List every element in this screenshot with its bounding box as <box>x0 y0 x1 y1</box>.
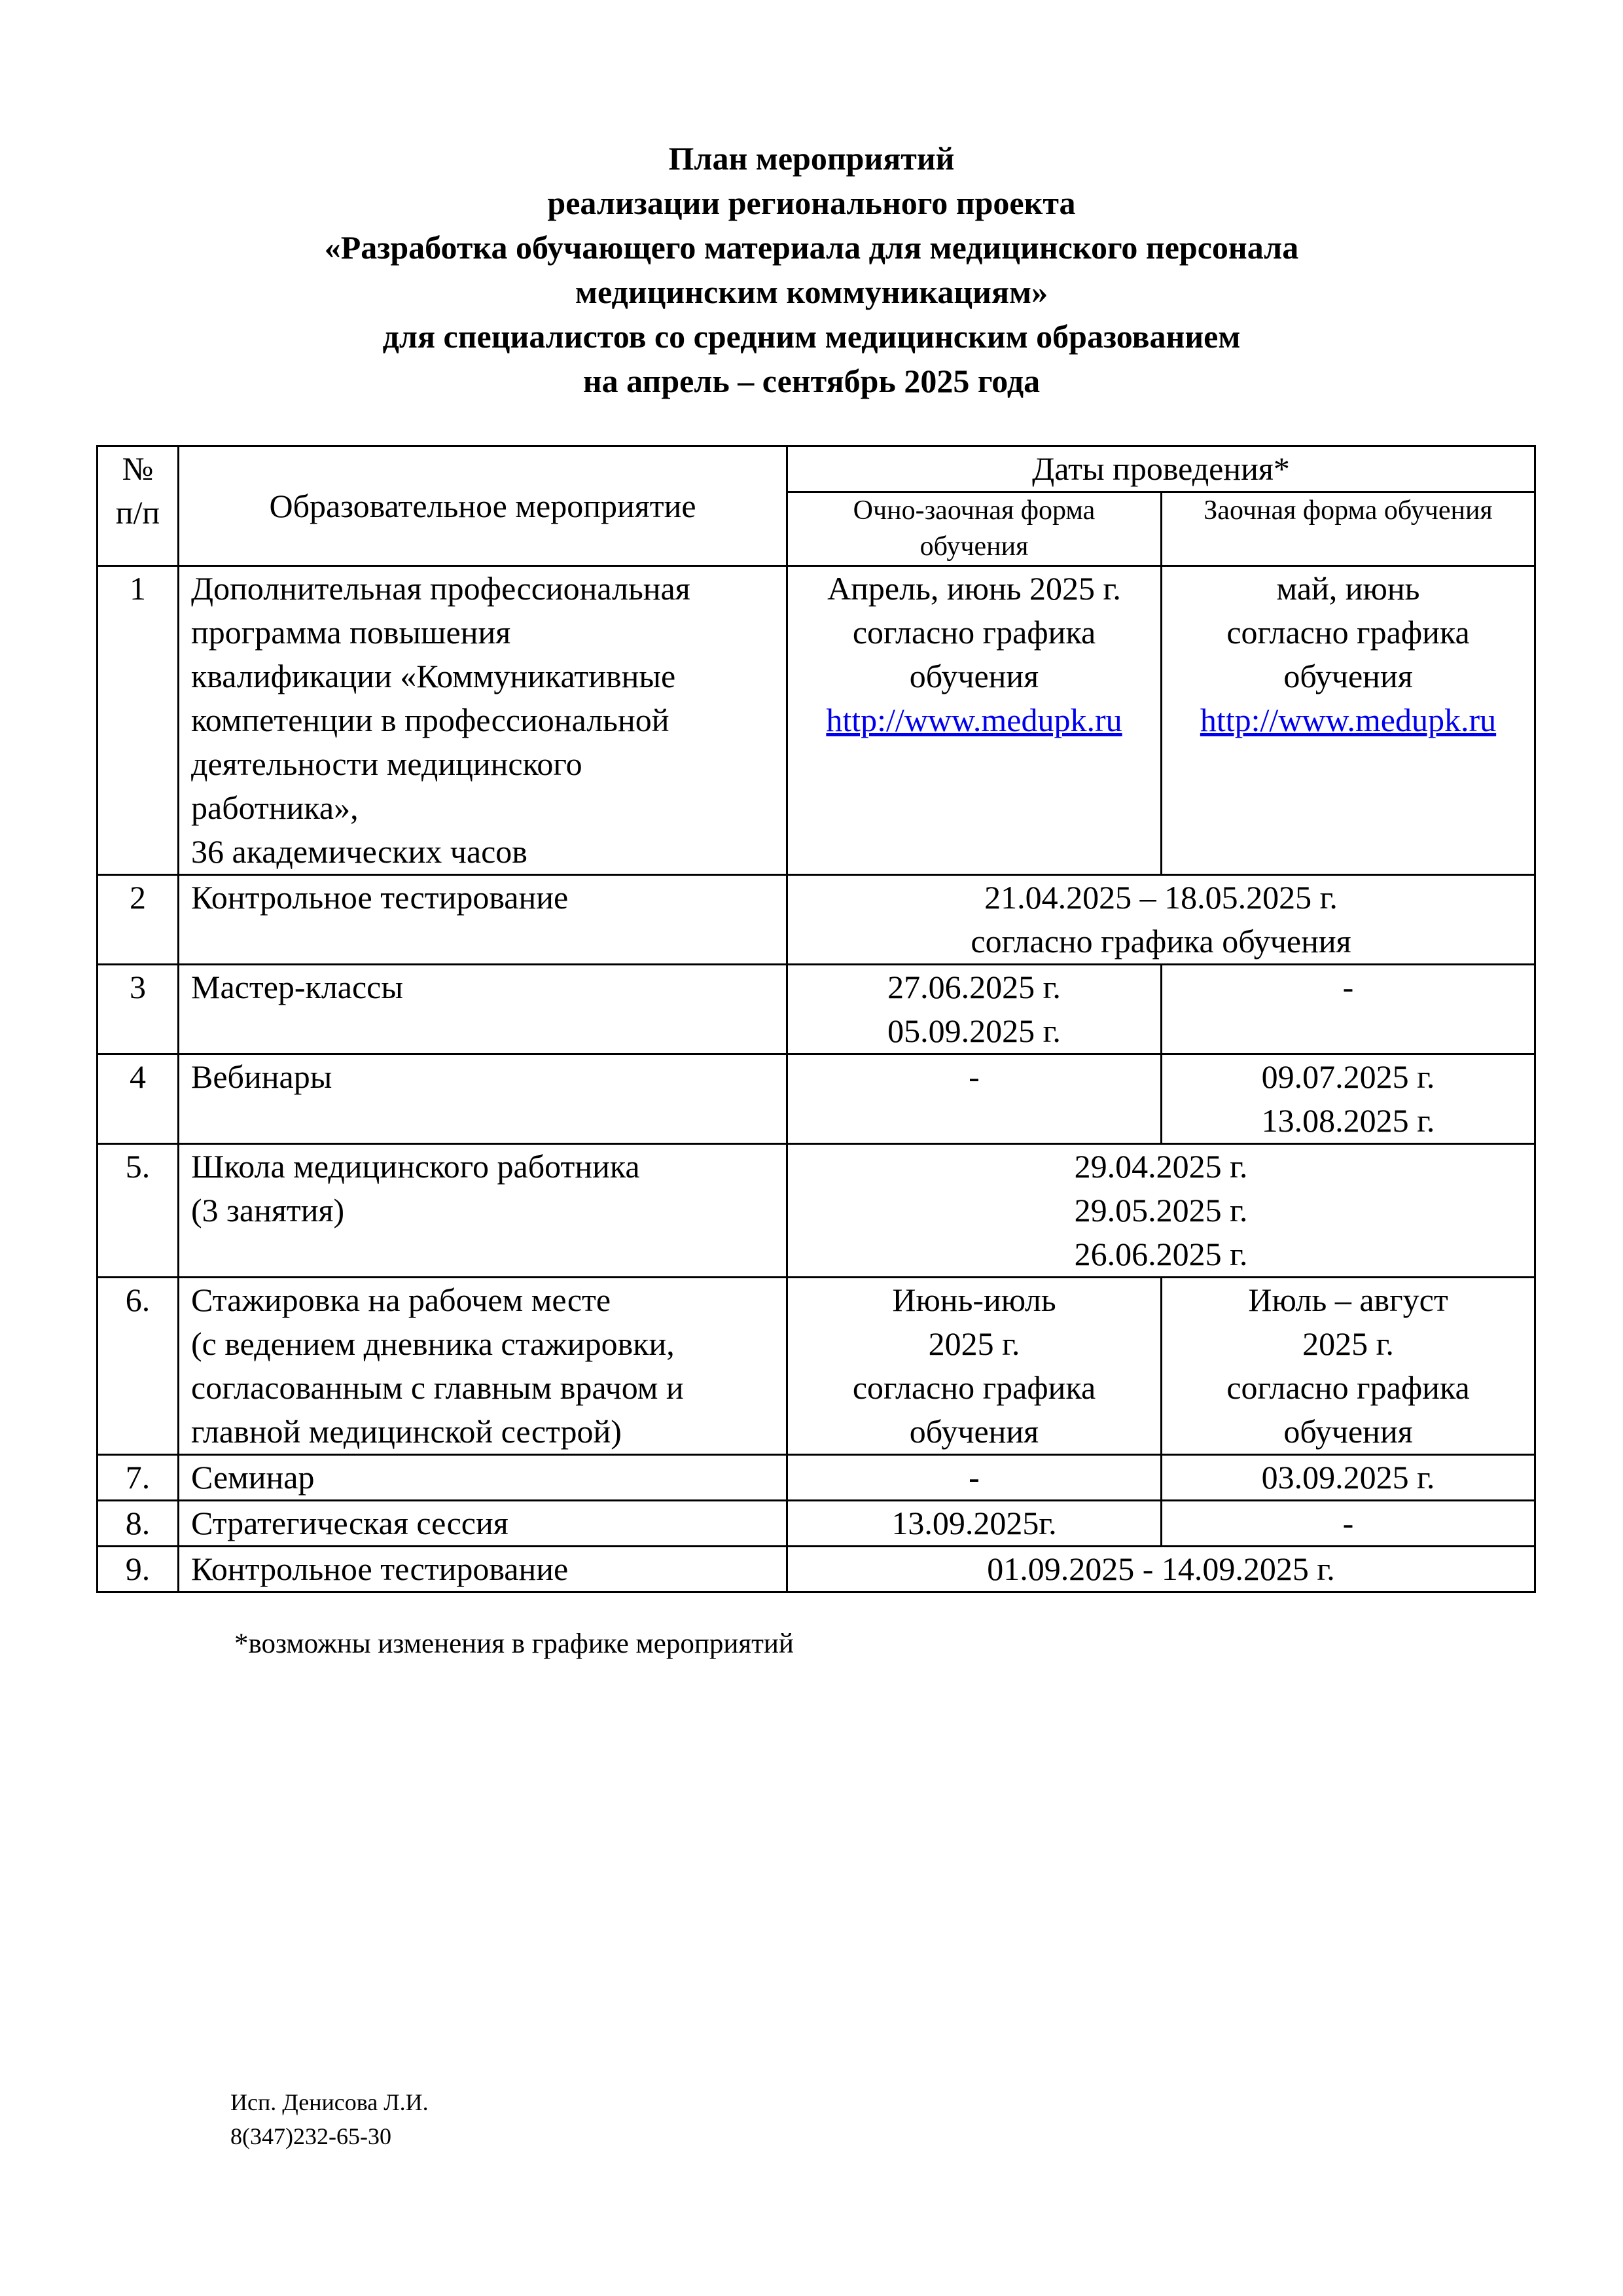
header-form-mixed <box>787 492 1162 566</box>
event-name-line: Контрольное тестирование <box>191 1551 569 1587</box>
event-name-line: Семинар <box>191 1459 315 1496</box>
dates-merged-line: 29.05.2025 г. <box>1074 1192 1248 1229</box>
dates-mixed-form <box>787 1278 1162 1455</box>
table-row <box>98 965 1535 1054</box>
event-name-line: главной медицинской сестрой) <box>191 1413 622 1450</box>
dates-distance-form-line: май, июнь <box>1276 570 1420 607</box>
dates-distance-form-line: обучения <box>1283 1413 1413 1450</box>
dates-distance-form-line: Июль – август <box>1248 1282 1448 1318</box>
website-link[interactable]: http://www.medupk.ru <box>1200 702 1497 738</box>
event-name-line: компетенции в профессиональной <box>191 702 669 738</box>
event-name-line: Контрольное тестирование <box>191 879 569 916</box>
dates-mixed-form-line: 13.09.2025г. <box>891 1505 1057 1541</box>
table-row <box>98 1547 1535 1592</box>
dates-merged <box>787 1144 1535 1278</box>
event-name-line: деятельности медицинского <box>191 745 582 782</box>
table-header-row <box>98 446 1535 492</box>
header-form-mixed-line: обучения <box>919 531 1029 562</box>
dates-merged-line: 01.09.2025 - 14.09.2025 г. <box>987 1551 1335 1587</box>
dates-mixed-form-link-line <box>792 698 1156 742</box>
header-dates: Даты проведения* <box>787 446 1535 492</box>
executor-info <box>230 2085 429 2153</box>
dates-merged-line: 21.04.2025 – 18.05.2025 г. <box>984 879 1338 916</box>
dates-mixed-form-line: Апрель, июнь 2025 г. <box>827 570 1121 607</box>
events-table <box>96 445 1536 1593</box>
table-row <box>98 1144 1535 1278</box>
table-row <box>98 1054 1535 1144</box>
dates-merged-line: согласно графика обучения <box>971 923 1351 960</box>
header-number-line: п/п <box>115 494 160 531</box>
event-name-line: (3 занятия) <box>191 1192 345 1229</box>
dates-distance-form-line: 09.07.2025 г. <box>1261 1058 1435 1095</box>
dates-distance-form-line: согласно графика <box>1226 1369 1470 1406</box>
dates-merged <box>787 1547 1535 1592</box>
dates-mixed-form <box>787 1455 1162 1501</box>
event-name <box>179 1501 787 1547</box>
header-number <box>98 446 179 566</box>
header-form-mixed-line: Очно-заочная форма <box>853 495 1096 526</box>
dates-mixed-form <box>787 566 1162 875</box>
table-row <box>98 875 1535 965</box>
title-line: «Разработка обучающего материала для медицинского персонала <box>324 229 1299 266</box>
dates-distance-form-link-line <box>1166 698 1530 742</box>
dates-distance-form <box>1162 965 1535 1054</box>
title-line: План мероприятий <box>668 140 955 177</box>
document-title <box>0 136 1623 403</box>
dates-distance-form <box>1162 1054 1535 1144</box>
row-number: 1 <box>98 566 179 875</box>
title-line: для специалистов со средним медицинским образованием <box>382 318 1241 355</box>
event-name-line: работника», <box>191 789 359 826</box>
dates-mixed-form-line: 2025 г. <box>928 1325 1020 1362</box>
event-name-line: 36 академических часов <box>191 833 527 870</box>
event-name-line: программа повышения <box>191 614 511 651</box>
dates-distance-form-line: 2025 г. <box>1302 1325 1394 1362</box>
dates-mixed-form-line: Июнь-июль <box>892 1282 1056 1318</box>
event-name <box>179 1455 787 1501</box>
event-name <box>179 1547 787 1592</box>
header-form-distance: Заочная форма обучения <box>1162 492 1535 566</box>
website-link[interactable]: http://www.medupk.ru <box>826 702 1122 738</box>
dates-distance-form-line: - <box>1342 969 1354 1005</box>
row-number: 9. <box>98 1547 179 1592</box>
dates-merged-line: 26.06.2025 г. <box>1074 1236 1248 1272</box>
event-name <box>179 965 787 1054</box>
dates-mixed-form-line: - <box>969 1058 980 1095</box>
title-line: реализации регионального проекта <box>547 185 1076 221</box>
dates-distance-form <box>1162 1455 1535 1501</box>
row-number: 5. <box>98 1144 179 1278</box>
row-number: 6. <box>98 1278 179 1455</box>
row-number: 3 <box>98 965 179 1054</box>
dates-mixed-form-line: согласно графика <box>852 614 1096 651</box>
event-name <box>179 1278 787 1455</box>
event-name <box>179 566 787 875</box>
dates-distance-form-line: - <box>1342 1505 1354 1541</box>
executor-name: Исп. Денисова Л.И. <box>230 2089 429 2115</box>
event-name-line: Вебинары <box>191 1058 332 1095</box>
dates-distance-form-line: 03.09.2025 г. <box>1261 1459 1435 1496</box>
table-row <box>98 1278 1535 1455</box>
row-number: 2 <box>98 875 179 965</box>
dates-mixed-form-line: 27.06.2025 г. <box>887 969 1061 1005</box>
event-name-line: Мастер-классы <box>191 969 403 1005</box>
title-line: на апрель – сентябрь 2025 года <box>582 363 1041 399</box>
dates-distance-form <box>1162 566 1535 875</box>
event-name-line: (с ведением дневника стажировки, <box>191 1325 675 1362</box>
event-name <box>179 1144 787 1278</box>
event-name-line: согласованным с главным врачом и <box>191 1369 684 1406</box>
dates-mixed-form-line: согласно графика <box>852 1369 1096 1406</box>
dates-mixed-form-line: обучения <box>909 658 1039 694</box>
table-row <box>98 566 1535 875</box>
event-name <box>179 1054 787 1144</box>
title-line: медицинским коммуникациям» <box>575 274 1048 310</box>
row-number: 8. <box>98 1501 179 1547</box>
dates-distance-form <box>1162 1501 1535 1547</box>
row-number: 7. <box>98 1455 179 1501</box>
footnote: *возможны изменения в графике мероприятий <box>234 1628 794 1659</box>
dates-distance-form-line: согласно графика <box>1226 614 1470 651</box>
event-name-line: Школа медицинского работника <box>191 1148 640 1185</box>
dates-mixed-form <box>787 1501 1162 1547</box>
row-number: 4 <box>98 1054 179 1144</box>
table-row <box>98 1501 1535 1547</box>
event-name-line: Стратегическая сессия <box>191 1505 508 1541</box>
dates-mixed-form-line: 05.09.2025 г. <box>887 1013 1061 1049</box>
event-name-line: Стажировка на рабочем месте <box>191 1282 611 1318</box>
header-event: Образовательное мероприятие <box>179 446 787 566</box>
event-name-line: Дополнительная профессиональная <box>191 570 690 607</box>
dates-merged-line: 29.04.2025 г. <box>1074 1148 1248 1185</box>
header-number-line: № <box>122 450 154 487</box>
dates-mixed-form-line: обучения <box>909 1413 1039 1450</box>
dates-mixed-form <box>787 965 1162 1054</box>
dates-distance-form-line: обучения <box>1283 658 1413 694</box>
table-row <box>98 1455 1535 1501</box>
event-name-line: квалификации «Коммуникативные <box>191 658 676 694</box>
executor-phone: 8(347)232-65-30 <box>230 2123 391 2149</box>
dates-mixed-form <box>787 1054 1162 1144</box>
dates-mixed-form-line: - <box>969 1459 980 1496</box>
dates-distance-form <box>1162 1278 1535 1455</box>
dates-distance-form-line: 13.08.2025 г. <box>1261 1102 1435 1139</box>
event-name <box>179 875 787 965</box>
dates-merged <box>787 875 1535 965</box>
